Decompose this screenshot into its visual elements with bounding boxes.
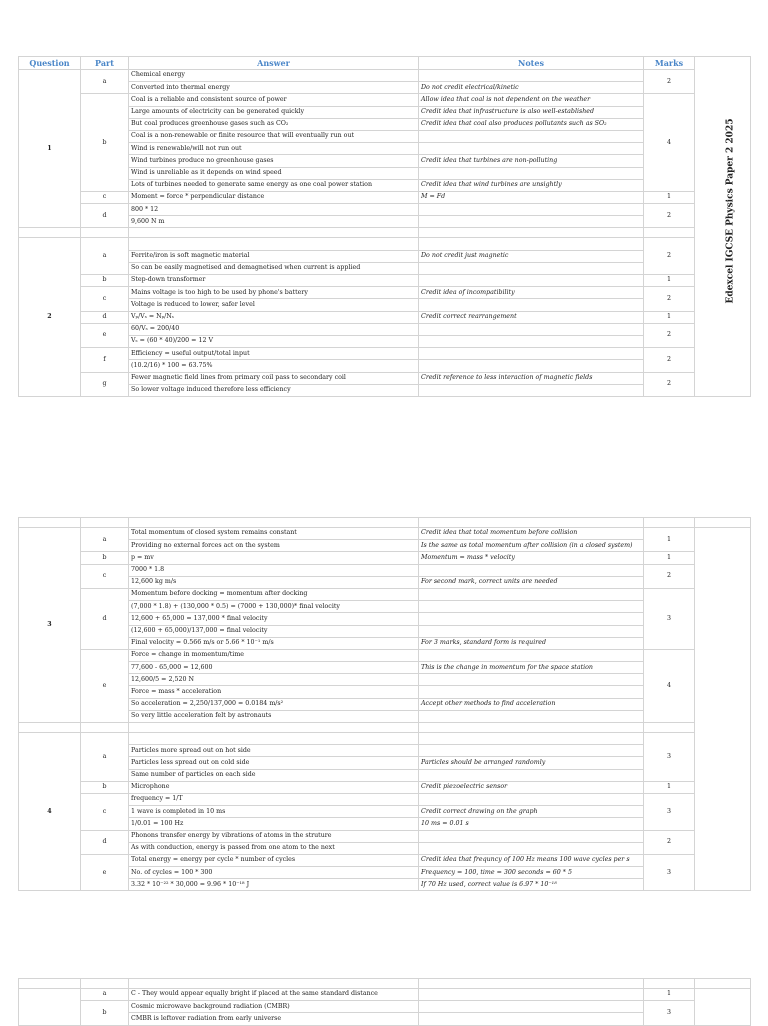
table-row (19, 384, 751, 396)
table-row (19, 674, 751, 686)
table-row (19, 818, 751, 830)
notes-cell: M = Fd (419, 191, 644, 203)
notes-cell: Credit reference to less interaction of magnetic fields (419, 372, 644, 384)
notes-cell (419, 262, 644, 274)
marks-cell: 2 (644, 287, 695, 311)
answer-cell: 1/0.01 = 100 Hz (129, 818, 419, 830)
paper-title (722, 56, 738, 366)
table-row (19, 130, 751, 142)
spacer-row (19, 518, 751, 528)
markscheme-table-3 (18, 978, 751, 1026)
answer-cell: p = mv (129, 552, 419, 564)
answer-cell: Step-down transformer (129, 275, 419, 287)
answer-cell: So can be easily magnetised and demagnetised when current is applied (129, 262, 419, 274)
part-label: b (81, 1001, 129, 1025)
table-header (19, 57, 751, 70)
part-label: a (81, 238, 129, 275)
notes-cell (419, 989, 644, 1001)
marks-cell: 1 (644, 552, 695, 564)
answer-cell: frequency = 1/T (129, 793, 419, 805)
notes-cell: For second mark, correct units are needed (419, 576, 644, 588)
notes-cell (419, 204, 644, 216)
table-row (19, 686, 751, 698)
answer-cell: Wind turbines produce no greenhouse gases (129, 155, 419, 167)
spacer-row (19, 723, 751, 733)
table-row (19, 588, 751, 600)
table-row (19, 262, 751, 274)
marks-cell: 1 (644, 989, 695, 1001)
notes-cell (419, 625, 644, 637)
answer-cell: CMBR is leftover radiation from early universe (129, 1013, 419, 1025)
table-row (19, 179, 751, 191)
marks-cell: 2 (644, 372, 695, 396)
notes-cell (419, 686, 644, 698)
table-row (19, 118, 751, 130)
answer-cell: Force = change in momentum/time (129, 649, 419, 661)
question-number: 4 (19, 733, 81, 891)
marks-cell: 1 (644, 528, 695, 552)
answer-cell: 60/Vₛ = 200/40 (129, 323, 419, 335)
table-row (19, 613, 751, 625)
notes-cell (419, 299, 644, 311)
notes-cell (419, 830, 644, 842)
part-label: b (81, 94, 129, 192)
marks-cell: 2 (644, 70, 695, 94)
part-label: g (81, 372, 129, 396)
answer-cell: But coal produces greenhouse gases such as CO₂ (129, 118, 419, 130)
notes-cell: Accept other methods to find acceleration (419, 698, 644, 710)
answer-cell: Voltage is reduced to lower, safer level (129, 299, 419, 311)
part-label: b (81, 552, 129, 564)
table-row (19, 275, 751, 287)
part-label: c (81, 793, 129, 830)
notes-cell: Credit idea that infrastructure is also well-established (419, 106, 644, 118)
notes-cell: Allow idea that coal is not dependent on the weather (419, 94, 644, 106)
notes-cell: Credit idea that frequncy of 100 Hz means 100 wave cycles per s (419, 854, 644, 866)
table-row (19, 867, 751, 879)
answer-cell: Total momentum of closed system remains constant (129, 528, 419, 540)
table-row (19, 662, 751, 674)
notes-cell: Particles should be arranged randomly (419, 757, 644, 769)
marks-cell: 2 (644, 204, 695, 228)
notes-cell: If 70 Hz used, correct value is 6.97 * 10⁻¹⁸ (419, 879, 644, 891)
notes-cell (419, 745, 644, 757)
notes-cell: Do not credit electrical/kinetic (419, 82, 644, 94)
answer-cell: Moment = force * perpendicular distance (129, 191, 419, 203)
answer-cell: Phonons transfer energy by vibrations of atoms in the struture (129, 830, 419, 842)
part-label: e (81, 323, 129, 347)
notes-cell: 10 ms = 0.01 s (419, 818, 644, 830)
answer-cell: Converted into thermal energy (129, 82, 419, 94)
table-row (19, 781, 751, 793)
notes-cell (419, 335, 644, 347)
answer-cell: Efficiency = useful output/total input (129, 348, 419, 360)
notes-cell: Credit correct drawing on the graph (419, 806, 644, 818)
part-label: e (81, 649, 129, 722)
marks-cell: 2 (644, 323, 695, 347)
table-row (19, 348, 751, 360)
marks-cell: 2 (644, 238, 695, 275)
table-row (19, 854, 751, 866)
answer-cell: Coal is a reliable and consistent source of power (129, 94, 419, 106)
notes-cell: Is the same as total momentum after collision (in a closed system) (419, 540, 644, 552)
table-row (19, 311, 751, 323)
table-row (19, 769, 751, 781)
header-question: Question (19, 57, 81, 70)
marks-cell: 3 (644, 1001, 695, 1025)
answer-cell: Wind is unreliable as it depends on wind speed (129, 167, 419, 179)
notes-cell: Credit idea that total momentum before collision (419, 528, 644, 540)
answer-cell (129, 238, 419, 250)
notes-cell: Credit idea that coal also produces pollutants such as SO₂ (419, 118, 644, 130)
answer-cell: Mains voltage is too high to be used by phone's battery (129, 287, 419, 299)
notes-cell: Credit idea that wind turbines are unsightly (419, 179, 644, 191)
table-row (19, 830, 751, 842)
answer-cell: 12,600/5 = 2,520 N (129, 674, 419, 686)
table-row (19, 238, 751, 250)
part-label: d (81, 204, 129, 228)
answer-cell: Microphone (129, 781, 419, 793)
part-label: a (81, 70, 129, 94)
part-label: d (81, 311, 129, 323)
table-row (19, 637, 751, 649)
marks-cell: 1 (644, 781, 695, 793)
answer-cell: Large amounts of electricity can be generated quickly (129, 106, 419, 118)
table-row (19, 989, 751, 1001)
part-label: e (81, 854, 129, 891)
answer-cell: Cosmic microwave background radiation (CMBR) (129, 1001, 419, 1013)
notes-cell (419, 167, 644, 179)
notes-cell: This is the change in momentum for the space station (419, 662, 644, 674)
answer-cell: (10.2/16) * 100 = 63.75% (129, 360, 419, 372)
answer-cell: 1 wave is completed in 10 ms (129, 806, 419, 818)
answer-cell: Same number of particles on each side (129, 769, 419, 781)
answer-cell: As with conduction, energy is passed from one atom to the next (129, 842, 419, 854)
notes-cell (419, 793, 644, 805)
table-row (19, 528, 751, 540)
answer-cell: (7,000 * 1.8) + (130,000 * 0.5) = (7000 + 130,000)* final velocity (129, 601, 419, 613)
header-marks: Marks (644, 57, 695, 70)
notes-cell (419, 1013, 644, 1025)
part-label: a (81, 989, 129, 1001)
notes-cell (419, 674, 644, 686)
answer-cell: Force = mass * acceleration (129, 686, 419, 698)
notes-cell (419, 564, 644, 576)
table-row (19, 143, 751, 155)
part-label: d (81, 588, 129, 649)
marks-cell: 1 (644, 275, 695, 287)
answer-cell: Coal is a non-renewable or finite resource that will eventually run out (129, 130, 419, 142)
part-label: c (81, 564, 129, 588)
question-number: 3 (19, 528, 81, 723)
table-row (19, 335, 751, 347)
table-row (19, 106, 751, 118)
answer-cell: Particles more spread out on hot side (129, 745, 419, 757)
marks-cell: 1 (644, 311, 695, 323)
marks-cell: 3 (644, 793, 695, 830)
spacer-row (19, 979, 751, 989)
answer-cell: 3.32 * 10⁻²² * 30,000 = 9.96 * 10⁻¹⁸ J (129, 879, 419, 891)
answer-cell: Momentum before docking = momentum after docking (129, 588, 419, 600)
table-row (19, 323, 751, 335)
answer-cell: Wind is renewable/will not run out (129, 143, 419, 155)
paper-title-text: Edexcel IGCSE Physics Paper 2 2025 (725, 118, 735, 304)
part-label: a (81, 733, 129, 782)
markscheme-section-1 (18, 56, 750, 397)
table-row (19, 155, 751, 167)
answer-cell: Ferrite/iron is soft magnetic material (129, 250, 419, 262)
notes-cell (419, 238, 644, 250)
answer-cell: So very little acceleration felt by astronauts (129, 710, 419, 722)
notes-cell: Frequency = 100, time = 300 seconds = 60 * 5 (419, 867, 644, 879)
answer-cell: 12,600 + 65,000 = 137,000 * final velocity (129, 613, 419, 625)
question-number (19, 989, 81, 1026)
table-row (19, 649, 751, 661)
notes-cell (419, 216, 644, 228)
notes-cell (419, 601, 644, 613)
table-row (19, 167, 751, 179)
notes-cell (419, 769, 644, 781)
answer-cell: Final velocity = 0.566 m/s or 5.66 * 10⁻¹ m/s (129, 637, 419, 649)
notes-cell: Credit correct rearrangement (419, 311, 644, 323)
marks-cell: 2 (644, 564, 695, 588)
notes-cell (419, 588, 644, 600)
table-row (19, 299, 751, 311)
notes-cell: For 3 marks, standard form is required (419, 637, 644, 649)
answer-cell: 7000 * 1.8 (129, 564, 419, 576)
table-row (19, 360, 751, 372)
table-row (19, 82, 751, 94)
table-row (19, 191, 751, 203)
notes-cell (419, 710, 644, 722)
answer-cell: 77,600 - 65,000 = 12,600 (129, 662, 419, 674)
notes-cell (419, 613, 644, 625)
part-label: c (81, 287, 129, 311)
table-row (19, 576, 751, 588)
part-label: b (81, 275, 129, 287)
spacer-row (19, 228, 751, 238)
table-row (19, 698, 751, 710)
answer-cell: 9,600 N m (129, 216, 419, 228)
answer-cell: (12,600 + 65,000)/137,000 = final velocity (129, 625, 419, 637)
markscheme-section-3 (18, 978, 750, 1026)
answer-cell: So lower voltage induced therefore less efficiency (129, 384, 419, 396)
notes-cell (419, 360, 644, 372)
notes-cell (419, 143, 644, 155)
table-row (19, 372, 751, 384)
notes-cell (419, 130, 644, 142)
answer-cell: Lots of turbines needed to generate same energy as one coal power station (129, 179, 419, 191)
table-row (19, 1013, 751, 1025)
notes-cell: Do not credit just magnetic (419, 250, 644, 262)
part-label: d (81, 830, 129, 854)
markscheme-table-2 (18, 517, 751, 891)
notes-cell (419, 649, 644, 661)
marks-cell: 3 (644, 854, 695, 891)
markscheme-section-2 (18, 517, 750, 891)
answer-cell: No. of cycles = 100 * 300 (129, 867, 419, 879)
notes-cell (419, 348, 644, 360)
answer-cell: V⁠ₚ/Vₛ = Nₚ/Nₛ (129, 311, 419, 323)
table-row (19, 757, 751, 769)
part-label: c (81, 191, 129, 203)
notes-cell (419, 733, 644, 745)
question-number: 1 (19, 70, 81, 228)
table-row (19, 842, 751, 854)
header-notes: Notes (419, 57, 644, 70)
answer-cell: Vₛ = (60 * 40)/200 = 12 V (129, 335, 419, 347)
notes-cell: Credit idea of incompatibility (419, 287, 644, 299)
answer-cell (129, 733, 419, 745)
notes-cell: Credit piezoelectric sensor (419, 781, 644, 793)
marks-cell: 3 (644, 588, 695, 649)
answer-cell: 12,600 kg m/s (129, 576, 419, 588)
answer-cell: Particles less spread out on cold side (129, 757, 419, 769)
table-row (19, 625, 751, 637)
part-label: f (81, 348, 129, 372)
table-row (19, 1001, 751, 1013)
table-row (19, 710, 751, 722)
answer-cell: C - They would appear equally bright if placed at the same standard distance (129, 989, 419, 1001)
table-row (19, 552, 751, 564)
marks-cell: 4 (644, 94, 695, 192)
marks-cell: 2 (644, 830, 695, 854)
table-row (19, 601, 751, 613)
answer-cell: Providing no external forces act on the system (129, 540, 419, 552)
marks-cell: 1 (644, 191, 695, 203)
notes-cell (419, 275, 644, 287)
notes-cell: Momentum = mass * velocity (419, 552, 644, 564)
answer-cell: So acceleration = 2,250/137,000 = 0.0184 m/s² (129, 698, 419, 710)
answer-cell: 800 * 12 (129, 204, 419, 216)
table-row (19, 94, 751, 106)
notes-cell (419, 384, 644, 396)
table-row (19, 540, 751, 552)
answer-cell: Chemical energy (129, 70, 419, 82)
markscheme-table-1 (18, 56, 751, 397)
header-answer: Answer (129, 57, 419, 70)
notes-cell (419, 842, 644, 854)
part-label: a (81, 528, 129, 552)
part-label: b (81, 781, 129, 793)
question-number: 2 (19, 238, 81, 396)
table-row (19, 564, 751, 576)
marks-cell: 4 (644, 649, 695, 722)
header-part: Part (81, 57, 129, 70)
notes-cell (419, 1001, 644, 1013)
answer-cell: Total energy = energy per cycle * number of cycles (129, 854, 419, 866)
notes-cell (419, 323, 644, 335)
table-row (19, 204, 751, 216)
table-row (19, 733, 751, 745)
table-row (19, 216, 751, 228)
title-column (695, 528, 751, 891)
marks-cell: 3 (644, 733, 695, 782)
table-row (19, 287, 751, 299)
table-row (19, 70, 751, 82)
table-row (19, 745, 751, 757)
table-row (19, 250, 751, 262)
notes-cell: Credit idea that turbines are non-polluting (419, 155, 644, 167)
table-row (19, 793, 751, 805)
table-row (19, 879, 751, 891)
table-row (19, 806, 751, 818)
answer-cell: Fewer magnetic field lines from primary coil pass to secondary coil (129, 372, 419, 384)
marks-cell: 2 (644, 348, 695, 372)
title-column (695, 989, 751, 1026)
notes-cell (419, 70, 644, 82)
